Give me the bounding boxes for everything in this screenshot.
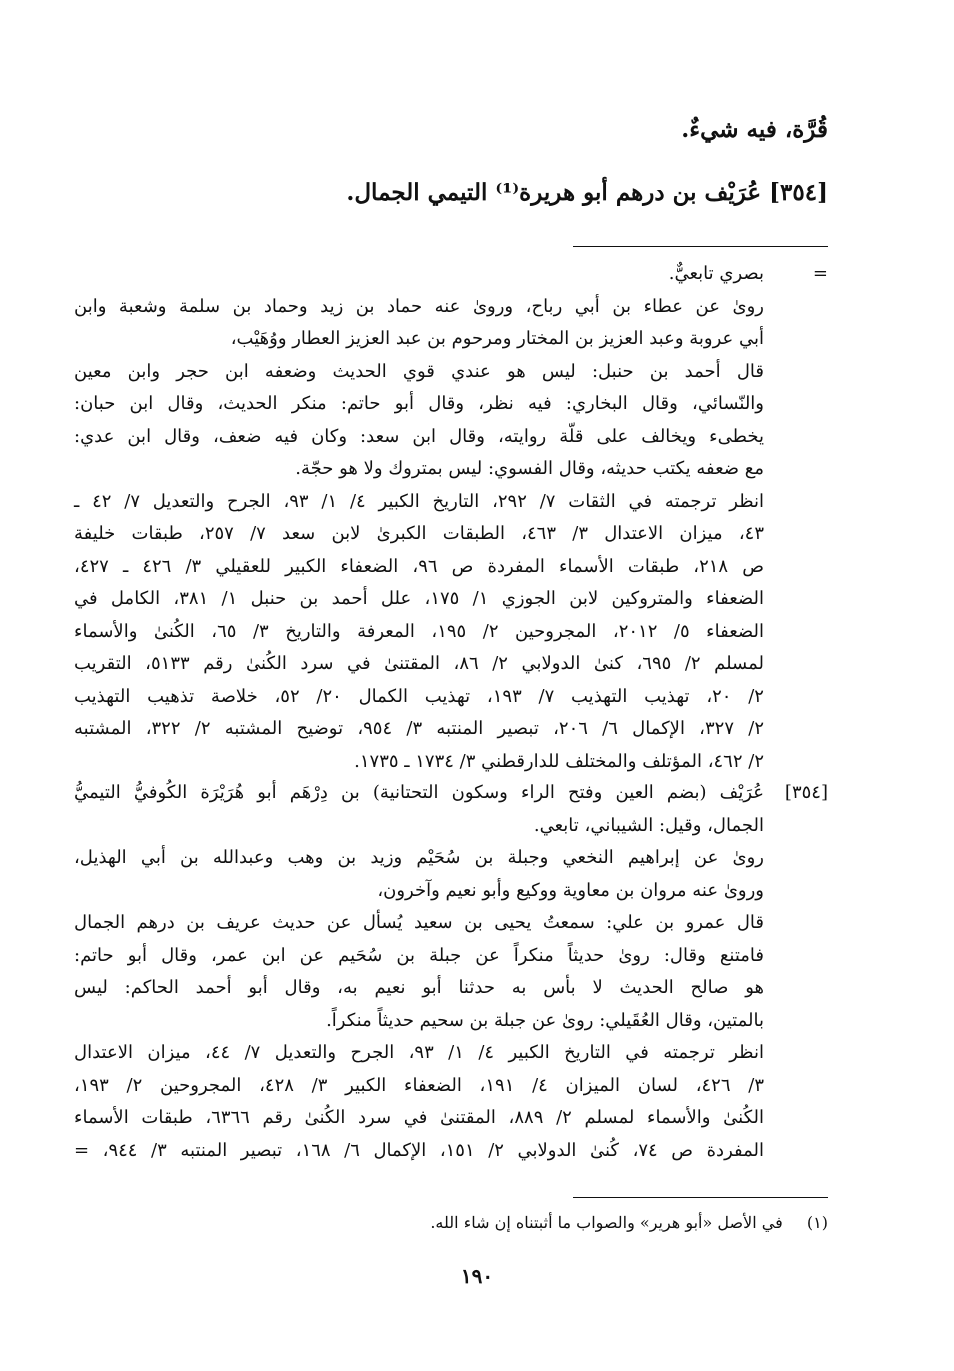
entry-line: فامتنع وقال: روىٰ حديثاً منكراً عن جبلة بن سُحَيم عن ابن عمر، وقال أبو حاتم: xyxy=(74,944,764,966)
footnote xyxy=(430,1210,828,1236)
entry-line: الجمال، وقيل: الشيباني، تابعي. xyxy=(533,814,764,836)
entry-line: هو صالح الحديث لا بأس به حدثنا أبو نعيم به، وقال أبو أحمد الحاكم: ليس xyxy=(74,977,764,998)
note-line: بصري تابعيٌّ. xyxy=(668,263,764,284)
notes-separator xyxy=(573,246,828,247)
note-line: ص ٢١٨، طبقات الأسماء المفردة ص ٩٦، الضعفاء الكبير للعقيلي ٣/ ٤٢٦ ـ ٤٢٧، xyxy=(74,555,764,577)
note-line: الضعفاء والمتروكين لابن الجوزي ١/ ١٧٥، علل أحمد بن حنبل ١/ ٣٨١، الكامل في xyxy=(74,588,765,609)
entry-line: انظر ترجمته في التاريخ الكبير ٤/ ١/ ٩٣، الجرح والتعديل ٧/ ٤٤، ميزان الاعتدال xyxy=(74,1042,764,1063)
entry-line: بالمتين، وقال العُقَيلي: روىٰ عن جبلة بن سحيم حديثاً منكراً. xyxy=(326,1009,764,1031)
note-line: روىٰ عن عطاء بن أبي رباح، وروىٰ عنه حماد بن زيد وحماد بن سلمة وشعبة وابن xyxy=(74,295,764,317)
entry-line: وروىٰ عنه مروان بن معاوية ووكيع وأبو نعيم وآخرون، xyxy=(377,879,764,901)
page-number: ١٩٠ xyxy=(460,1264,494,1288)
note-line: ٤٣، ميزان الاعتدال ٣/ ٤٦٣، الطبقات الكبرىٰ لابن سعد ٧/ ٢٥٧، طبقات خليفة xyxy=(74,523,765,544)
entry-line: الكُنىٰ والأسماء لمسلم ٢/ ٨٨٩، المقتنىٰ في سرد الكُنىٰ رقم ٦٣٦٦، طبقات الأسماء xyxy=(74,1107,764,1128)
note-line: الضعفاء ٥/ ٢٠١٢، المجروحين ٢/ ١٩٥، المعرفة والتاريخ ٣/ ٦٥، الكُنىٰ والأسماء xyxy=(74,620,764,642)
note-line: قال أحمد بن حنبل: ليس هو عندي قوي الحديث وضعفه ابن حجر وابن معين xyxy=(74,360,764,382)
note-line: ٢/ ٣٢٧، الإكمال ٦/ ٢٠٦، تبصير المنتبه ٣/ ٩٥٤، توضيح المشتبه ٢/ ٣٢٢، المشتبه xyxy=(74,718,764,739)
note-line: لمسلم ٢/ ٦٩٥، كنىٰ الدولابي ٢/ ٨٦، المقتنىٰ في سرد الكُنىٰ رقم ٥١٣٣، التقريب xyxy=(74,653,765,674)
note-line: يخطىء ويخالف على قلّة روايته، وقال ابن سعد: وكان فيه ضعف، وقال ابن عدي: xyxy=(74,425,764,447)
header-line-1: قُرَّة، فيه شيءٌ. xyxy=(681,116,828,143)
footnote-text: في الأصل «أبو هرير» والصواب ما أثبتناه إن شاء الله. xyxy=(430,1213,783,1232)
header-line-2: [٣٥٤] عُرَيْف بن درهم أبو هريرة⁽¹⁾ التيمي الجمال. xyxy=(346,179,828,206)
footnote-number: (١) xyxy=(806,1213,828,1232)
note-line: مع ضعفه يكتب حديثه، وقال الفسوي: ليس بمتروك ولا هو حجّة. xyxy=(295,458,764,479)
entry-line: قال عمرو بن علي: سمعتُ يحيى بن سعيد يُسأل عن حديث عريف بن درهم الجمال xyxy=(74,912,764,933)
entry-marker: [٣٥٤] xyxy=(784,782,828,803)
entry-line: عُرَيْف (بضم العين وفتح الراء وسكون التحتانية) بن دِرْهَم أبو هُرَيْرَة الكُوفيُّ التيميُّ xyxy=(74,782,764,803)
note-line: انظر ترجمته في الثقات ٧/ ٢٩٢، التاريخ الكبير ٤/ ١/ ٩٣، الجرح والتعديل ٧/ ٤٢ ـ xyxy=(74,490,764,512)
entry-line: ٣/ ٤٢٦، لسان الميزان ٤/ ١٩١، الضعفاء الكبير ٣/ ٤٢٨، المجروحين ٢/ ١٩٣، xyxy=(74,1074,764,1096)
note-line: ٢/ ٤٦٢، المؤتلف والمختلف للدارقطني ٣/ ١٧٣٤ ـ ١٧٣٥. xyxy=(354,750,764,772)
continuation-marker: = xyxy=(812,263,828,284)
note-line: ٢/ ٢٠، تهذيب التهذيب ٧/ ١٩٣، تهذيب الكمال ٢٠/ ٥٢، خلاصة تذهيب التهذيب xyxy=(74,685,764,707)
footnote-separator xyxy=(573,1197,828,1198)
note-line: أبي عروبة وعبد العزيز بن المختار ومرحوم بن عبد العزيز العطار ووُهَيْب، xyxy=(230,328,764,349)
note-line: والنّسائي، وقال البخاري: فيه نظر، وقال أبو حاتم: منكر الحديث، وقال ابن حبان: xyxy=(74,393,764,414)
entry-line: المفردة ص ٧٤، كُنىٰ الدولابي ٢/ ١٥١، الإكمال ٦/ ١٦٨، تبصير المنتبه ٣/ ٩٤٤، = xyxy=(74,1139,764,1161)
entry-line: روىٰ عن إبراهيم النخعي وجبلة بن سُحَيْم وزيد بن وهب وعبدالله بن أبي الهذيل، xyxy=(74,847,764,868)
